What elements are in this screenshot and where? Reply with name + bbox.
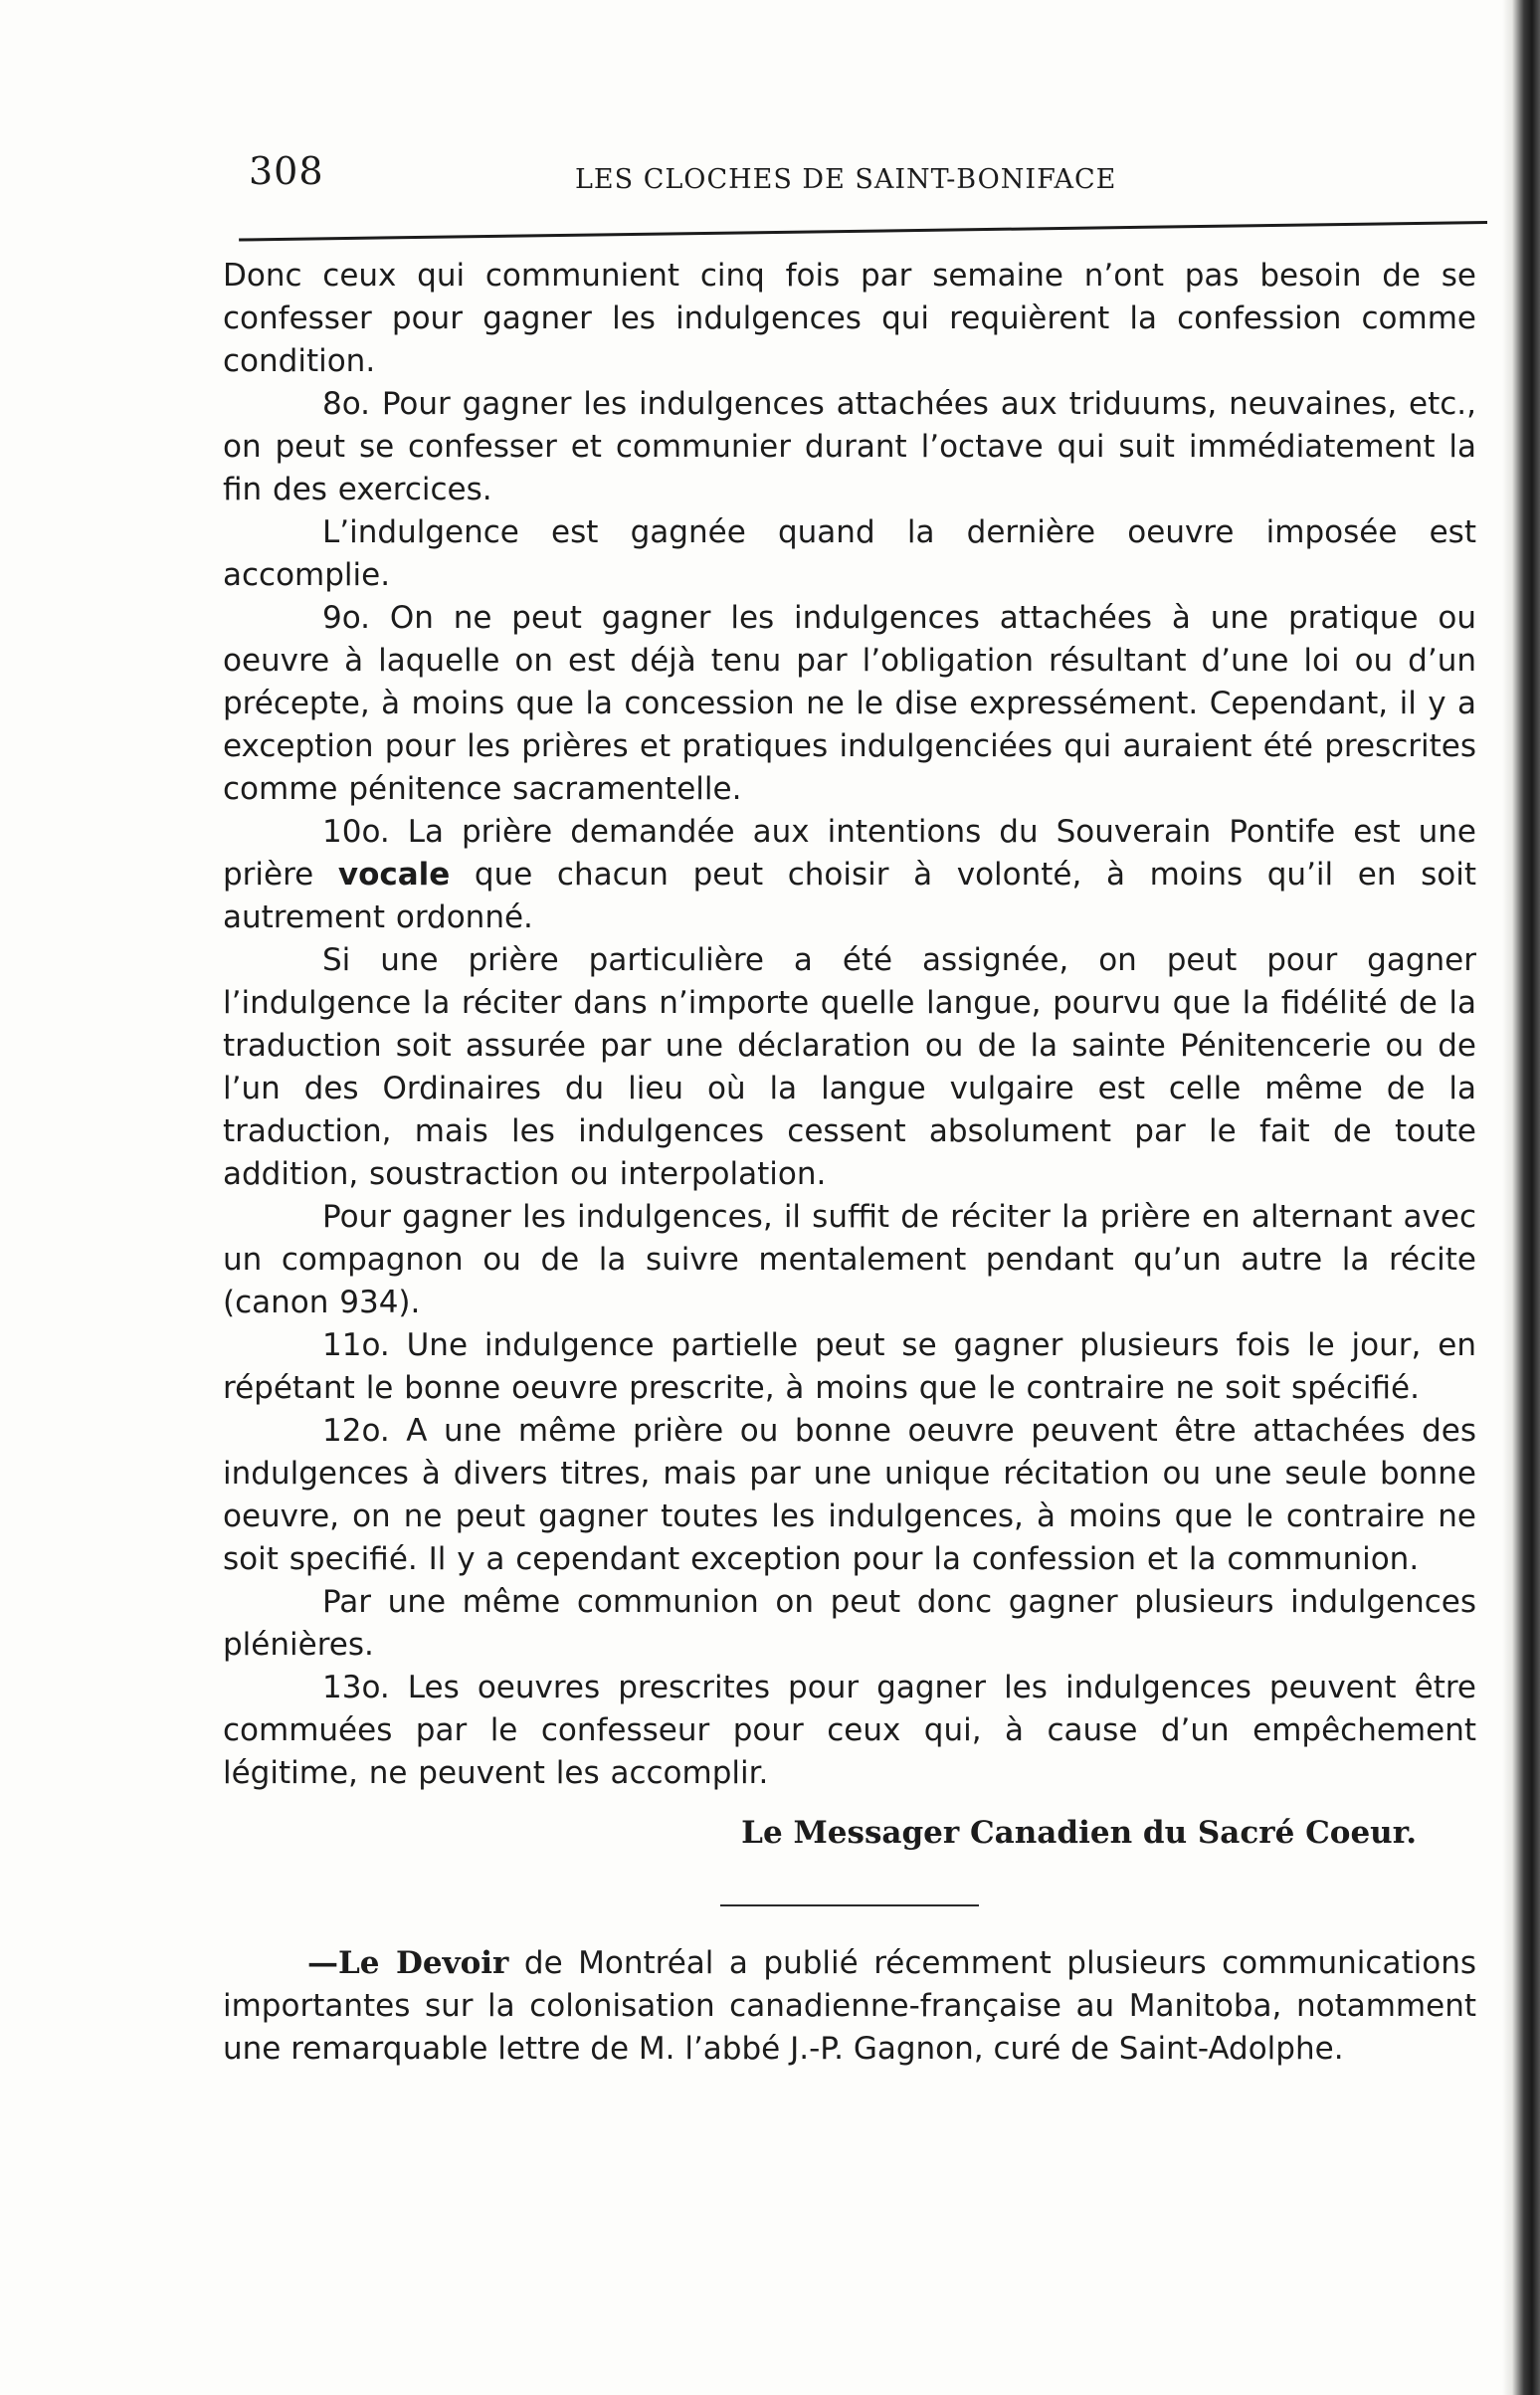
running-title: LES CLOCHES DE SAINT-BONIFACE	[575, 164, 1117, 195]
news-item	[223, 1942, 1476, 2071]
paragraph-8: 8o. Pour gagner les indulgences attachées aux triduums, neuvaines, etc., on peut se confesser et communier durant l’octave qui suit immédiatement la fin des exercices.	[223, 386, 1476, 507]
article-body	[223, 255, 1476, 2101]
paragraph-13: 13o. Les oeuvres prescrites pour gagner les indulgences peuvent être commuées par le confesseur pour ceux qui, à cause d’un empêchement légitime, ne peuvent les accomplir.	[223, 1670, 1476, 1791]
section-divider	[720, 1904, 979, 1906]
paragraph-alternating: Pour gagner les indulgences, il suffit de réciter la prière en alternant avec un compagnon ou de la suivre mentalement pendant qu’un autre la récite (canon 934).	[223, 1199, 1476, 1320]
paragraph-12: 12o. A une même prière ou bonne oeuvre peuvent être attachées des indulgences à divers titres, mais par une unique récitation ou une seule bonne oeuvre, on ne peut gagner toutes les indulgences, à moins que le contraire ne soit specifié. Il y a cependant exception pour la confession et la communion.	[223, 1413, 1476, 1577]
news-item-text: de Montréal a publié récemment plusieurs communications importantes sur la colonisation canadienne-française au Manitoba, notamment une remarquable lettre de M. l’abbé J.-P. Gagnon, curé de Saint-Adolphe.	[223, 1945, 1476, 2067]
page-binding-edge	[1502, 0, 1540, 2395]
news-item-lead: —Le Devoir	[307, 1945, 509, 1981]
article-signature: Le Messager Canadien du Sacré Coeur.	[741, 1815, 1417, 1851]
paragraph-same-communion: Par une même communion on peut donc gagner plusieurs indulgences plénières.	[223, 1584, 1476, 1663]
paragraph-10-part-1: 10o. La prière demandée aux intentions du Souverain Pontife est une prière	[223, 814, 1476, 893]
paragraph-11: 11o. Une indulgence partielle peut se gagner plusieurs fois le jour, en répétant le bonne oeuvre prescrite, à moins que le contraire ne soit spécifié.	[223, 1327, 1476, 1406]
page-header	[249, 149, 1492, 209]
paragraph-10-bold-word: vocale	[337, 857, 451, 893]
paragraph-indulgence-gained: L’indulgence est gagnée quand la dernière oeuvre imposée est accomplie.	[223, 514, 1476, 593]
paragraph-particular-prayer: Si une prière particulière a été assignée, on peut pour gagner l’indulgence la réciter dans n’importe quelle langue, pourvu que la fidélité de la traduction soit assurée par une déclaration ou de la sainte Pénitencerie ou de l’un des Ordinaires du lieu où la langue vulgaire est celle même de la traduction, mais les indulgences cessent absolument par le fait de toute addition, soustraction ou interpolation.	[223, 942, 1476, 1192]
paragraph-9: 9o. On ne peut gagner les indulgences attachées à une pratique ou oeuvre à laquelle on est déjà tenu par l’obligation résultant d’une loi ou d’un précepte, à moins que la concession ne le dise expressément. Cependant, il y a exception pour les prières et pratiques indulgenciées qui auraient été prescrites comme pénitence sacramentelle.	[223, 600, 1476, 807]
paragraph-10	[223, 811, 1476, 939]
paragraph-10-part-2: que chacun peut choisir à volonté, à moins qu’il en soit autrement ordonné.	[223, 857, 1476, 935]
page-number: 308	[249, 149, 324, 193]
header-rule	[239, 221, 1487, 242]
paragraph-communion: Donc ceux qui communient cinq fois par semaine n’ont pas besoin de se confesser pour gagner les indulgences qui requièrent la confession comme condition.	[223, 258, 1476, 379]
